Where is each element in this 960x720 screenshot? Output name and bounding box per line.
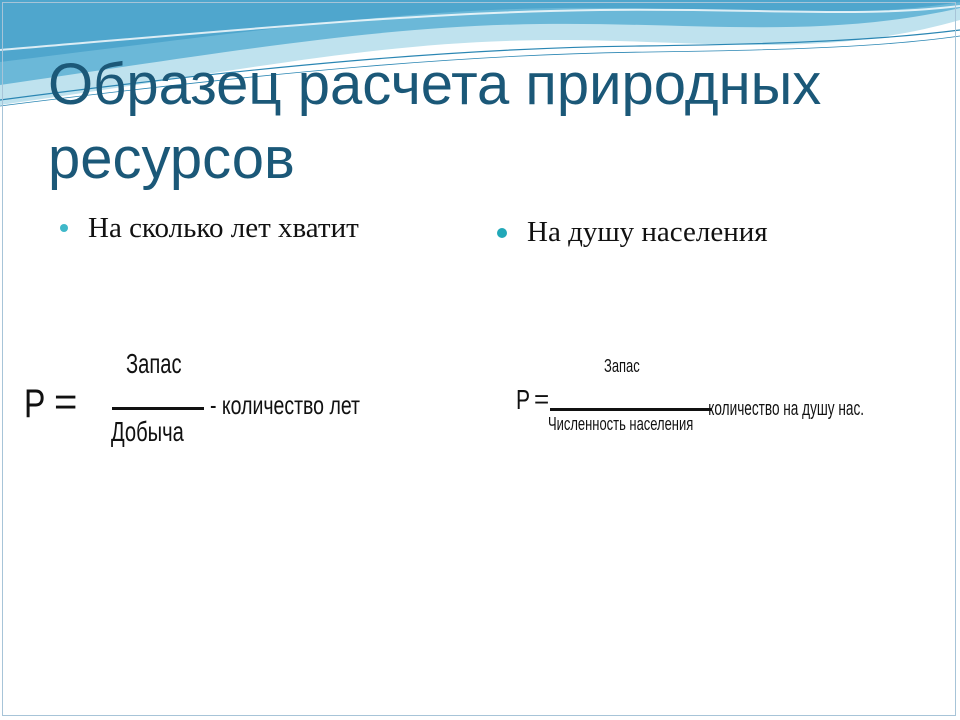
formula-equals: = <box>534 384 550 414</box>
bullet-years-text: На сколько лет хватит <box>88 212 359 244</box>
bullet-per-capita-text: На душу населения <box>527 216 768 248</box>
formula-numerator: Запас <box>126 348 182 379</box>
bullet-dot-icon <box>497 228 507 238</box>
formula-numerator: Запас <box>604 356 640 376</box>
formula-result: - количество лет <box>210 390 360 420</box>
formula-lhs: Р <box>516 384 531 415</box>
formula-equals: = <box>54 380 78 424</box>
formula-denominator: Численность населения <box>548 414 694 434</box>
slide-title: Образец расчета природных ресурсов <box>48 52 822 191</box>
bullet-per-capita <box>527 216 768 249</box>
formula-denominator: Добыча <box>111 416 184 447</box>
fraction-bar <box>550 408 712 411</box>
formula-lhs: Р <box>24 382 46 426</box>
bullet-dot-icon <box>60 224 68 232</box>
bullet-years <box>88 212 359 245</box>
formula-result: - количество на душу нас. <box>700 398 865 420</box>
fraction-bar <box>112 407 204 410</box>
